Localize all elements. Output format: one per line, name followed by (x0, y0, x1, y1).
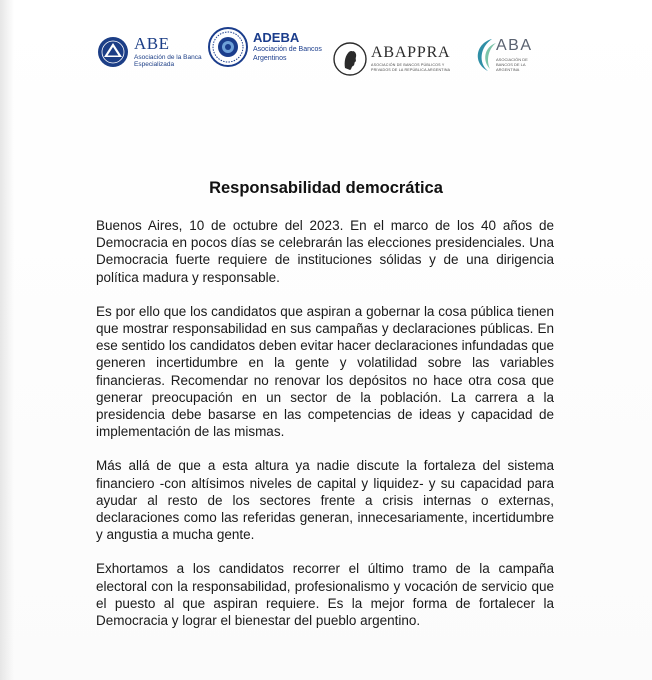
adeba-seal-icon (208, 27, 248, 67)
abe-name: ABE (134, 34, 170, 53)
aba-subtitle: ASOCIACIÓN DE BANCOS DE LA ARGENTINA (496, 56, 528, 73)
paragraph: Es por ello que los candidatos que aspiran a gobernar la cosa pública tienen que mostrar responsabilidad en sus campañas y declaraciones públicas. En ese sentido los candidatos deben evitar hacer declaraciones infundadas que generen incertidumbre en la gente y volatilidad sobre las variables financieras. Recomendar no renovar los depósitos no hace otra cosa que generar preocupación en un sector de la población. La carrera a la presidencia debe basarse en las competencias de ideas y capacidad de implementación de las mismas. (96, 303, 554, 440)
abe-subtitle: Asociación de la Banca Especializada (134, 54, 202, 69)
abappra-profile-emblem-icon (333, 42, 367, 76)
page-edge-shadow (0, 0, 14, 680)
aba-name: ABA (496, 36, 533, 54)
abe-logo (97, 35, 212, 69)
abappra-subtitle: ASOCIACIÓN DE BANCOS PÚBLICOS Y PRIVADOS DE LA REPÚBLICA ARGENTINA (371, 63, 451, 72)
adeba-subtitle: Asociación de Bancos Argentinos (253, 46, 322, 62)
adeba-name: ADEBA (253, 30, 300, 46)
paragraph: Buenos Aires, 10 de octubre del 2023. En el marco de los 40 años de Democracia en pocos días se celebrarán las elecciones presidenciales. Una Democracia fuerte requiere de instituciones sólidas y de una dirigencia política madura y responsable. (96, 218, 554, 285)
logo-header (0, 25, 652, 95)
abappra-logo (333, 42, 461, 76)
abappra-name: ABAPPRA (371, 44, 451, 62)
document-title: Responsabilidad democrática (209, 179, 443, 197)
abe-emblem-icon (97, 36, 129, 68)
adeba-logo (208, 27, 323, 67)
paragraph: Más allá de que a esta altura ya nadie discute la fortaleza del sistema financiero -con altísimos niveles de capital y liquidez- y su capacidad para ayudar al resto de los sectores frente a crisis internas o externas, declaraciones como las referidas generan, innecesariamente, incertidumbre y angustia a mucha gente. (96, 458, 554, 543)
paragraph: Exhortamos a los candidatos recorrer el último tramo de la campaña electoral con la responsabilidad, profesionalismo y vocación de servicio que el puesto al que aspiran requiere. Es la mejor forma de fortalecer la Democracia y lograr el bienestar del pueblo argentino. (96, 561, 554, 629)
aba-logo (470, 35, 536, 75)
document-body (96, 217, 554, 646)
